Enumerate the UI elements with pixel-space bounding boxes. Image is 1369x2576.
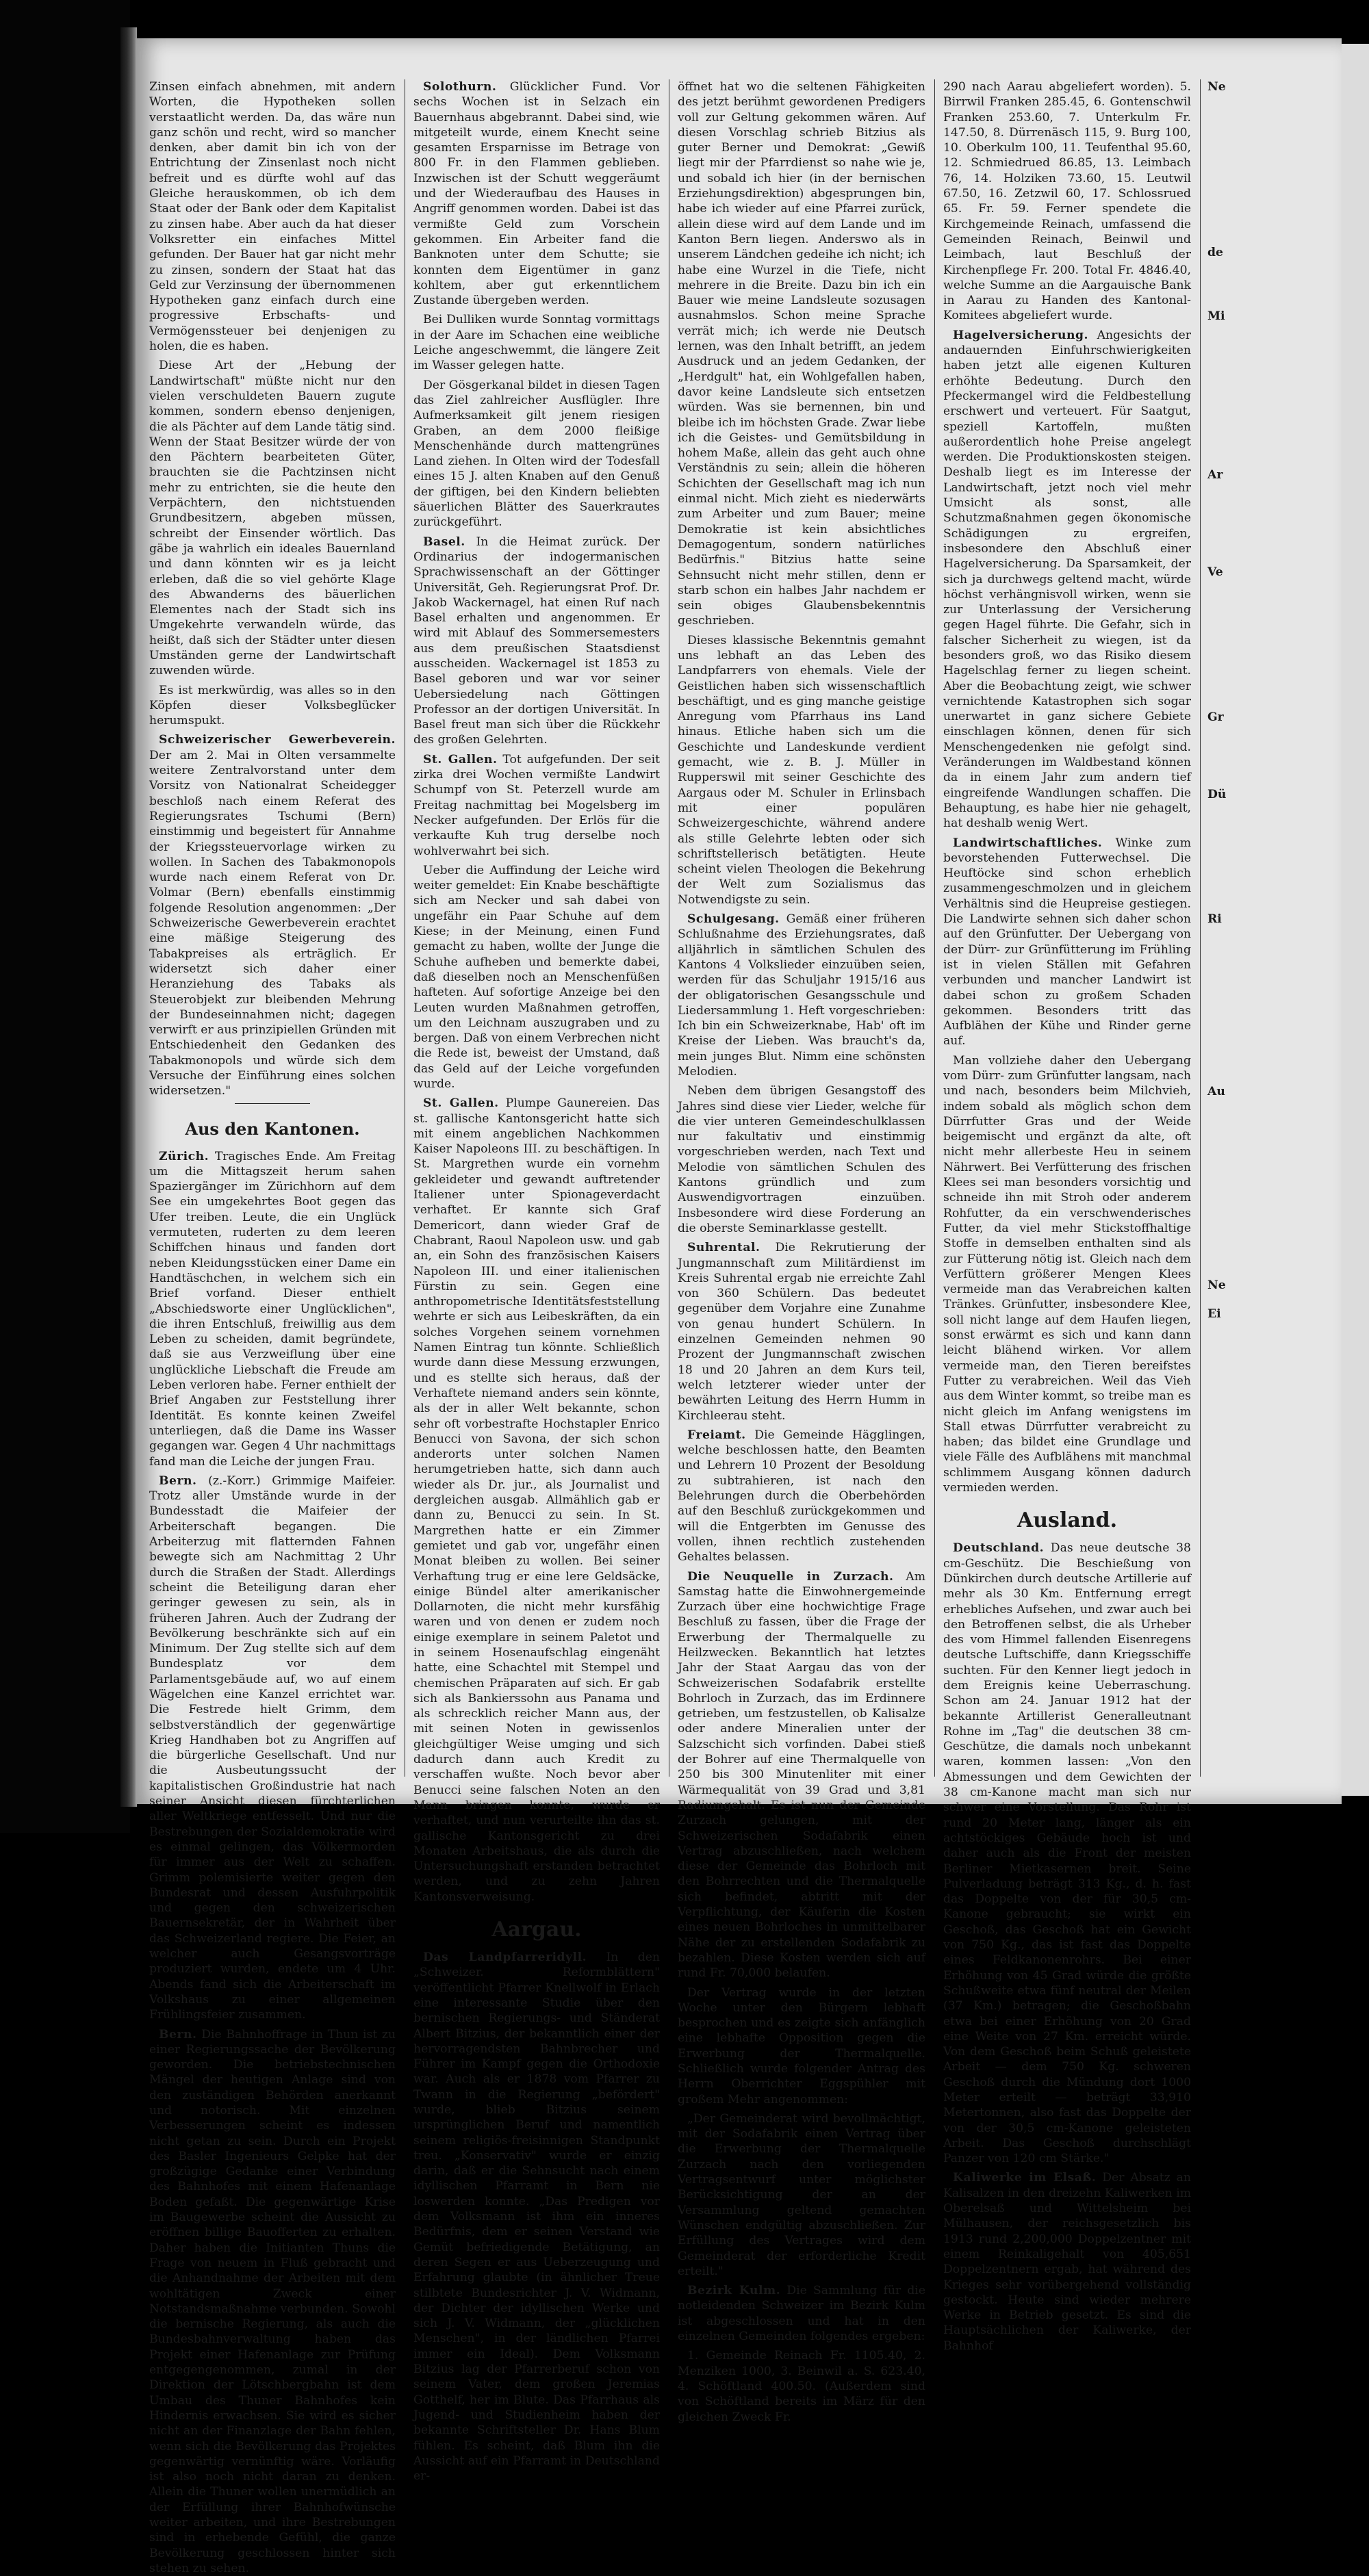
news-item	[149, 732, 396, 1098]
item-text: Die Bahnhoffrage in Thun ist zu einer Regierungssache der Bevölkerung geworden. Die betriebstechnischen Mängel der heutigen Anlage sind von den zuständigen Behörden anerkannt und notorisch. Mit einzelnen Verbesserungen scheint es indessen nicht getan zu sein. Durch ein Projekt des Basler Ingenieurs Gelpke hat der großzügige Gedanke einer Verbindung des Bahnhofes mit einem Hafenanlage Boden gefaßt. Die gegenwärtige Krise im Baugewerbe scheint die Aussicht zu eröffnen billige Bauofferten zu erhalten. Daher haben die Initianten Thuns die Frage von neuem in Fluß gebracht und die Anhandnahme der Arbeiten mit dem wohltätigen Zweck einer Notstandsmaßnahme verbunden. Sowohl die bernische Regierung, als auch die Bundesbahnverwaltung haben das Projekt einer Hafenanlage zur Prüfung entgegengenommen, zumal in der Direktion der Lötschbergbahn ist dem Umbau des Thuner Bahnhofes kein Hindernis erwachsen. Sie wird es sicher nicht an der Finanzlage der Bahn fehlen, wenn sich die Bevölkerung das Projektes gegenwärtig vernünftig wäre. Vorläufig ist also noch nicht daran zu denken. Allein die Thuner wollen unermüdlich an der Erfüllung ihrer Bahnhofwünsche weiter arbeiten, und ihre Bestrebungen sind in erhebende Gefühl, die ganze Bevölkerung geschlossen hinter sich stehen zu sehen.	[149, 2027, 396, 2575]
item-text: Die Rekrutierung der Jungmannschaft zum Militärdienst im Kreis Suhrental ergab nie erreichte Zahl von 360 Schülern. Das bedeutet gegenüber dem Vorjahre eine Zunahme von genau hundert Schülern. In einzelnen Gemeinden nehmen 90 Prozent der Jungmannschaft zwischen 18 und 20 Jahren an dem Kurs teil, welch letzterer wieder unter der bewährten Leitung des Herrn Humm in Kirchleerau steht.	[678, 1241, 926, 1423]
paragraph: Man vollziehe daher den Uebergang vom Dürr- zum Grünfutter langsam, nach und nach, besonders beim Milchvieh, indem sobald als möglich schon dem Dürrfutter Gras und der Weide beigemischt und ergänzt da alte, oft nicht mehr allerbeste Heu in seinem Nährwert. Bei Verfütterung des frischen Klees sei man besonders vorsichtig und schneide ihn mit Stroh oder anderem Rohfutter, da ein verschwenderisches Futter, da viel mehr Stickstoffhaltige Stoffe in demselben enthalten sind als zur Fütterung nötig ist. Gleich nach dem Verfüttern größerer Mengen Klees vermeide man das Verabreichen kalten Tränkes. Grünfutter, insbesondere Klee, soll nicht lange auf dem Haufen liegen, sonst erwärmt es sich und kann dann leicht blähend wirken. Vor allem vermeide man, den Tieren bereifstes Futter zu verabreichen. Weil das Vieh aus dem Winter kommt, so treibe man es nicht gleich im Anfang wenigstens im Stall etwas Dürrfutter verabreicht zu haben; das bildet eine Grundlage und viele Fälle des Aufblähens mit manchmal schlimmem Ausgang können dadurch vermieden werden.	[943, 1053, 1191, 1495]
item-heading: Suhrental.	[687, 1241, 760, 1255]
page-binding-edge	[120, 27, 137, 1807]
column-rule	[934, 79, 935, 1777]
item-text: In den „Schweizer. Reformblättern" veröffentlicht Pfarrer Knellwolf in Erlach eine interessante Studie über den bernischen Regierungs- und Ständerat Albert Bitzius, der bekanntlich einer der hervorragendsten Bahnbrecher und Führer im Kampf gegen die Orthodoxie war. Auch als er 1878 vom Pfarrer zu Twann in die Regierung „befördert" wurde, blieb Bitzius seinem ursprünglichen Beruf und namentlich seinem religiös-freisinnigen Standpunkt treu. „Konservativ" wurde er einzig darin, daß er die Sehnsucht nach einem idyllischen Pfarramt in Bern nie loswerden konnte. „Das Predigen vor dem Volksmann ist ihm ein inneres Bedürfnis, dem er seinen Verstand wie Gemüt befriedigende Betätigung, an deren Segen er aus Ueberzeugung und Erfahrung glaubte (in ähnlicher Treue stilbtete Bundesrichter J. V. Widmann, der Dichter der idyllischen Werke und sich J. V. Widmann, der „glücklichen Menschen", in der ländlichen Pfarrei immer ein Ideal). Dem Volksmann Bitzius lag der Pfarrerberuf schon von seinem Vater, dem großen Jeremias Gotthelf, her im Blute. Das Pfarrhaus als Jugend- und Studienheim haben der bekannte Schriftsteller Dr. Hans Blum fühlen. Es scheint, daß Blum ihn die Aussicht auf ein Pfarramt in Deutschland er-	[413, 1950, 660, 2484]
column-1	[149, 79, 396, 2575]
news-item	[149, 1149, 396, 1469]
fragment: Ve	[1207, 565, 1223, 580]
section-title-ausland: Ausland.	[1016, 1508, 1118, 1533]
news-item	[413, 79, 660, 308]
fragment: Ei	[1207, 1306, 1221, 1321]
film-margin-left	[0, 0, 130, 1833]
news-item	[943, 328, 1191, 832]
item-text: Gemäß einer früheren Schlußnahme des Erziehungsrates, daß alljährlich in sämtlichen Schulen des Kantons 4 Volkslieder einzuüben seien, werden für das Schuljahr 1915/16 aus der obligatorischen Gesangsschule und Liedersammlung 1. Heft vorgeschrieben: Ich bin ein Schweizerknabe, Hab' oft im Kreise der Lieben. Was braucht's da, mein junges Blut. Nimm eine schönsten Melodien.	[678, 912, 926, 1079]
item-heading: Das Landpfarreridyll.	[423, 1950, 587, 1965]
divider	[235, 1103, 310, 1104]
paragraph: „Der Gemeinderat wird bevollmächtigt, mit der Sodafabrik einen Vertrag über die Erwerbung der Thermalquelle Zurzach nach den vorliegenden Vertragsentwurf unter möglichster Berücksichtigung der an der Versammlung geltend gemachten Wünschen endgültig abzuschließen. Zur Erfüllung des Vertrages wird dem Gemeinderat der erforderliche Kredit erteilt."	[678, 2111, 925, 2278]
column-4	[943, 79, 1191, 2353]
news-item	[413, 534, 660, 748]
item-text: Angesichts der andauernden Einfuhrschwierigkeiten haben jetzt alle eigenen Kulturen erhöhte Bedeutung. Durch den Pfeckermangel wird die Feldbestellung erschwert und verteuert. Für Saatgut, speziell Kartoffeln, mußten außerordentlich hohe Preise angelegt werden. Die Produktionskosten steigen. Deshalb liegt es im Interesse der Landwirtschaft, jetzt noch viel mehr Umsicht als sonst, alle Schutzmaßnahmen gegen ökonomische Schädigungen zu ergreifen, insbesondere den Abschluß einer Hagelversicherung. Da Sparsamkeit, der sich ja durchwegs geltend macht, würde höchst verhängnisvoll wirken, wenn sie zur Unterlassung der Versicherung gegen Hagel führte. Die Gefahr, sich in falscher Sicherheit zu wiegen, ist da besonders groß, wo das Risiko diesem Hagelschlag ferner zu liegen scheint. Aber die Beobachtung zeigt, wie schwer vernichtende Katastrophen sich sogar unerwartet in ganz sichere Gebiete einschlagen können, denen für sich Menschengedenken nie gefolgt sind. Veränderungen im Waldbestand können da in einem Jahr zum andern tief eingreifende Wandlungen schaffen. Die Behauptung, es habe hier nie gehagelt, hat deshalb wenig Wert.	[943, 328, 1191, 831]
news-item	[149, 1473, 396, 2023]
item-text: Die Gemeinde Hägglingen, welche beschlossen hatte, den Beamten und Lehrern 10 Prozent der Besoldung zu subtrahieren, ist nach den Belehrungen durch die Oberbehörden auf den Beschluß zurückgekommen und will die Entgerbten im Genusse des vollen, ihnen rechtlich zustehenden Gehaltes belassen.	[678, 1428, 926, 1564]
item-heading: St. Gallen.	[423, 752, 498, 767]
paragraph: Neben dem übrigen Gesangstoff des Jahres sind diese vier Lieder, welche für die vier unteren Gemeindeschulklassen nur fakultativ und einstimmig vorgeschrieben werden, nach Text und Melodie von sämtlichen Schulen des Kantons gründlich und zum Auswendigvortragen einzuüben. Insbesondere wird diese Forderung an die oberste Seminarklasse gestellt.	[678, 1084, 925, 1235]
item-heading: Bern.	[159, 1473, 197, 1488]
news-item	[413, 1096, 660, 1905]
item-text: Winke zum bevorstehenden Futterwechsel. Die Heuftöcke sind schon erheblich zusammengeschmolzen und in gleichem Verhältnis sind die Heupreise gestiegen. Die Landwirte sehnen sich daher schon auf den Grünfutter. Der Uebergang von der Dürr- zur Grünfütterung im Frühling ist in vielen Ställen mit Gefahren verbunden und mancher Landwirt ist dabei schon zu großem Schaden gekommen. Besonders tritt das Aufblähen der Kühe und Rinder gerne auf.	[943, 836, 1191, 1048]
newspaper-page	[136, 38, 1342, 2575]
item-text: Der Absatz an Kalisalzen in den dreizehn Kaliwerken im Oberelsaß und Wittelsheim bei Mülhausen, der reichsgesetzlich bis 1913 rund 2,200,000 Doppelzentner mit einem Reinkaligehalt von 405,651 Doppelzentnern ergab, hat während des Krieges sehr vorübergehend vollständig gestockt. Heute sind wieder mehrere Werke in Betrieb gesetzt. Es sind die Hauptsächlichen der Kaliwerke, der Bahnhof	[943, 2171, 1191, 2353]
fragment: Au	[1207, 1085, 1225, 1099]
section-title-kantonen: Aus den Kantonen.	[185, 1118, 360, 1139]
column-rule	[1200, 79, 1201, 1777]
news-item	[149, 2027, 396, 2576]
section-title-aargau: Aargau.	[491, 1918, 582, 1942]
item-heading: Kaliwerke im Elsaß.	[953, 2171, 1097, 2185]
fragment: Gr	[1207, 710, 1224, 725]
item-heading: Schweizerischer Gewerbeverein.	[159, 733, 396, 747]
paragraph: Der Gösgerkanal bildet in diesen Tagen das Ziel zahlreicher Ausflügler. Ihre Aufmerksamkeit gilt jenem riesigen Graben, an dem 2000 fleißige Menschenhände durch mattengrünes Land ziehen. In Olten wird der Todesfall eines 15 J. alten Knaben auf den Genuß der giftigen, bei den Kindern beliebten säuerlichen Blätter des Sauerkrautes zurückgeführt.	[413, 378, 660, 530]
item-heading: Bezirk Kulm.	[687, 2284, 781, 2298]
column-3	[678, 79, 926, 2424]
paragraph: 1. Gemeinde Reinach Fr. 1105.40, 2. Menziken 1000, 3. Beinwil a. S. 623.40, 4. Schöftland 400.50. (Außerdem sind von Schöftland bereits im März für den gleichen Zweck Fr.	[678, 2349, 925, 2424]
item-heading: St. Gallen.	[423, 1096, 499, 1111]
paragraph: 290 nach Aarau abgeliefert worden). 5. Birrwil Franken 285.45, 6. Gontenschwil Franken 253.60, 7. Unterkulm Fr. 147.50, 8. Dürrenäsch 115, 9. Burg 100, 10. Oberkulm 100, 11. Teufenthal 95.60, 12. Schmiedrued 86.85, 13. Leimbach 76, 14. Holziken 73.60, 15. Leutwil 67.50, 16. Zetzwil 60, 17. Schlossrued 65. Fr. 59. Ferner spendete die Kirchgemeinde Reinach, umfassend die Gemeinden Reinach, Beinwil und Leimbach, laut Beschluß der Kirchenpflege Fr. 200. Total Fr. 4846.40, welche Summe an die Aargauische Bank in Aarau zu Handen des Kantonal-Komitees abgeliefert wurde.	[943, 80, 1191, 323]
fragment: Ne	[1207, 1278, 1226, 1292]
paragraph: Der Vertrag wurde in der letzten Woche unter den Bürgern lebhaft besprochen und es zeigte sich anfänglich eine lebhafte Opposition gegen die Erwerbung der Thermalquelle. Schließlich wurde folgender Antrag des Herrn Oberrichter Eggspühler mit großem Mehr angenommen:	[678, 1985, 925, 2107]
item-text: Am Samstag hatte die Einwohnergemeinde Zurzach über eine hochwichtige Frage Beschluß zu fassen, über die Frage der Erwerbung der Thermalquelle zu Heilzwecken. Bekanntlich hat letztes Jahr der Staat Aargau das von der Schweizerischen Sodafabrik erstellte Bohrloch in Zurzach, das im Erdinnere getrieben, um festzustellen, ob Kalisalze oder andere Mineralien unter der Salzschicht sich vorfinden. Dabei stieß der Bohrer auf eine Thermalquelle von 250 bis 300 Minutenliter mit einer Wärmequalität von 39 Grad und 3,81 Radiumgehalt. Es ist nun der Gemeinde Zurzach gelungen, mit der Schweizerischen Sodafabrik einen Vertrag abzuschließen, nach welchem diese der Gemeinde das Bohrloch mit den Bohrrechten und die Thermalquelle sich befindet, abtritt mit der Verpflichtung, der Käuferin die Kosten eines neuen Bohrloches in unmittelbarer Nähe der zu erstellenden Sodafabrik zu bezahlen. Diese Kosten werden sich auf rund Fr. 70,000 belaufen.	[678, 1569, 925, 1981]
paragraph: Diese Art der „Hebung der Landwirtschaft" müßte nicht nur den vielen verschuldeten Bauern zugute kommen, sondern ebenso denjenigen, die als Pächter auf dem Lande tätig sind. Wenn der Staat Besitzer würde der von den Pächtern bearbeiteten Güter, brauchten sie die Pachtzinsen nicht mehr zu entrichten, sie die heute den Verpächtern, den nichtstuenden Grundbesitzern, abgeben müssen, schreibt der Einsender wörtlich. Das gäbe ja wahrlich ein ideales Bauernland und dann könnten wir es ja leicht erleben, daß die so viel gehörte Klage des Abwanderns des bäuerlichen Elementes nach der Stadt sich ins Umgekehrte verwandeln würde, das heißt, daß sich der Städter unter diesen Umständen gerne der Landwirtschaft zuwenden würde.	[149, 359, 396, 678]
news-item	[413, 752, 660, 859]
paragraph: öffnet hat wo die seltenen Fähigkeiten des jetzt berühmt gewordenen Predigers voll zur Geltung gekommen wären. Auf diesen Vorschlag schrieb Bitzius als guter Berner und Demokrat: „Gewiß liegt mir der Pfarrdienst so nahe wie je, und sobald ich hier (in der bernischen Erziehungsdirektion) abgesprungen bin, habe ich wieder auf eine Pfarrei zurück, allein diese wird auf dem Lande und im Kanton Bern liegen. Anderswo als in unserem Ländchen gedeihe ich nicht; ich habe eine Wurzel in die Tiefe, nicht mehrere in die Breite. Dazu bin ich ein Bauer wie meine Landsleute sozusagen ausnahmslos. Schon meine Sprache verrät mich; ich werde nie Deutsch lernen, was den Inhalt betrifft, an jedem Ausdruck und an jedem Gedanken, der „Herdgult" hat, ein Wohlgefallen haben, davor keine Landsleute sich entsetzen würden. Was sie bernennen, bin und bleibe ich im höchsten Grade. Zwar liebe ich die Geistes- und Gemütsbildung in hohem Maße, allein das geht auch ohne Verständnis zu sein; allein die höheren Schichten der Gesellschaft mag ich nun einmal nicht. Mich zieht es niederwärts zum Arbeiter und zum Bauer; meine Demokratie ist kein absichtliches Demagogentum, sondern natürliches Bedürfnis." Bitzius hatte seine Sehnsucht nicht mehr stillen, denn er starb schon ein halbes Jahr nachdem er sein obiges Glaubensbekenntnis geschrieben.	[678, 80, 925, 628]
item-text: Der am 2. Mai in Olten versammelte weitere Zentralvorstand unter dem Vorsitz von Nationalrat Scheidegger beschloß nach einem Referat des Regierungsrates Tschumi (Bern) einstimmig und begeistert für Annahme der Kriegssteuervorlage wirken zu wollen. In Sachen des Tabakmonopols wurde nach einem Referat von Dr. Volmar (Bern) ebenfalls einstimmig folgende Resolution angenommen: „Der Schweizerische Gewerbeverein erachtet eine mäßige Steigerung des Tabakpreises als erträglich. Er widersetzt sich daher einer Heranziehung des Tabaks als Steuerobjekt zur bleibenden Mehrung der Bundeseinnahmen nicht; dagegen verwirft er aus prinzipiellen Gründen mit Entschiedenheit den Gedanken des Tabakmonopols und würde sich dem Versuche der Einführung eines solchen widersetzen."	[149, 748, 396, 1098]
item-heading: Basel.	[423, 534, 465, 549]
paragraph: Ueber die Auffindung der Leiche wird weiter gemeldet: Ein Knabe beschäftigte sich am Necker und sah dabei von ungefähr ein Paar Schuhe auf dem Kiese; in der Meinung, einen Fund gemacht zu haben, wollte der Junge die Schuhe aufheben und bemerkte dabei, daß dieselben noch an Menschenfüßen hafteten. Auf sofortige Anzeige bei den Leuten wurden Maßnahmen getroffen, um den Leichnam auszugraben und zu bergen. Daß von einem Verbrechen nicht die Rede ist, beweist der Umstand, daß das Geld auf der Leiche vorgefunden wurde.	[413, 863, 660, 1091]
paragraph: Es ist merkwürdig, was alles so in den Köpfen dieser Volksbeglücker herumspukt.	[149, 683, 396, 728]
news-item	[678, 1428, 925, 1565]
item-text: Glücklicher Fund. Vor sechs Wochen ist in Selzach ein Bauernhaus abgebrannt. Dabei sind, wie mitgeteilt wurde, einem Knecht seine gesamten Ersparnisse im Betrage von 800 Fr. in den Flammen geblieben. Inzwischen ist der Schutt weggeräumt und der Wiederaufbau des Hauses in Angriff genommen worden. Dabei ist das vermißte Geld zum Vorschein gekommen. Ein Arbeiter fand die Banknoten unter dem Schutte; sie konnten dem Eigentümer in ganz kohltem, aber gut erkenntlichem Zustande übergeben werden.	[413, 80, 660, 308]
item-heading: Freiamt.	[687, 1428, 746, 1442]
item-text: Das neue deutsche 38 cm-Geschütz. Die Beschießung von Dünkirchen durch deutsche Artillerie auf mehr als 30 Km. Entfernung erregt erhebliches Aufsehen, und zwar auch bei den Betroffenen selbst, die als Urheber des vom Himmel fallenden Eisenregens deutsche Luftschiffe, dann Kriegsschiffe suchten. Für den Kenner liegt jedoch in dem Ereignis keine Ueberraschung. Schon am 24. Januar 1912 hat der bekannte Artillerist Generalleutnant Rohne im „Tag" die deutschen 38 cm-Geschütze, die damals noch unbekannt waren, kommen lassen: „Von den Abmessungen und dem Gewichten der 38 cm-Kanone macht man sich nur schwer eine Vorstellung. Das Rohr ist rund 20 Meter lang, länger als ein achtstöckiges Gebäude hoch ist und daher auch als die Front der meisten Berliner Mietkasernen breit. Seine Pulverladung beträgt 313 Kg., d. h. fast das Doppelte von der für 30,5 cm-Kanone gebraucht; sie wirkt ein Geschoß, das Geschoß hat ein Gewicht von 750 Kg., das ist fast das Doppelte eines Feldkanonenrohrs. Bei einer Erhöhung von 45 Grad würde die größte Schußweite etwa fünf neutral der Meilen (37 Km.) betragen; die Geschoßbahn etwa bei einer Erhöhung von 20 Grad eine Weite von 27 Km. erreicht würde. Von dem Geschoß beim Schuß geleistete Arbeit — dem 750 Kg. schweren Geschoß durch die Mündung dort 1000 Meter erteilt — beträgt 33,910 Metertonnen, also fast das Doppelte der von der 30,5 cm-Kanone geleisteten Arbeit. Das Geschoß durchschlägt Panzer von 120 cm Stärke."	[943, 1541, 1191, 2166]
news-item	[678, 912, 925, 1079]
item-heading: Deutschland.	[953, 1541, 1045, 1556]
fragment: Ar	[1207, 467, 1223, 482]
item-heading: Solothurn.	[423, 80, 497, 94]
next-page-edge	[1342, 44, 1369, 1796]
news-item	[943, 836, 1191, 1049]
item-heading: Schulgesang.	[687, 912, 780, 927]
column-5-fragments	[1207, 79, 1338, 1777]
news-item	[943, 2170, 1191, 2354]
fragment: Mi	[1207, 309, 1225, 323]
fragment: Ne	[1207, 80, 1226, 94]
paragraph: Zinsen einfach abnehmen, mit andern Worten, die Hypotheken sollen verstaatlicht werden. Da, das wäre nun ganz schön und recht, wird so mancher denken, aber damit bin ich von der Entrichtung der Zinsenlast noch nicht befreit und es dürfte wohl auf das Gleiche herauskommen, ob ich dem Staat oder der Bank oder dem Kapitalist zu zinsen habe. Aber auch da hat dieser Volksretter ein einfaches Mittel gefunden. Der Bauer hat gar nicht mehr zu zinsen, sondern der Staat hat das Geld zur Verzinsung der übernommenen Hypotheken ganz einfach durch eine progressive Erbschafts- und Vermögenssteuer bei denjenigen zu holen, die es haben.	[149, 80, 396, 354]
item-text: (z.-Korr.) Grimmige Maifeier. Trotz aller Umstände wurde in der Bundesstadt die Maifeier der Arbeiterschaft begangen. Die Arbeiterzug mit flatternden Fahnen bewegte sich am Nachmittag 2 Uhr durch die Straßen der Stadt. Allerdings scheint die Beteiligung daran eher geringer gewesen zu sein, als in früheren Jahren. Auch der Zudrang der Bevölkerung beschränkte sich auf ein Minimum. Der Zug stellte sich auf dem Bundesplatz vor dem Parlamentsgebäude auf, wo auf einem Wägelchen eine Kanzel errichtet war. Die Festrede hielt Grimm, dem selbstverständlich der gegenwärtige Krieg Handhaben bot zu Angriffen auf die bürgerliche Gesellschaft. Und nur die Ausbeutungssucht der kapitalistischen Großindustrie hat nach seiner Ansicht diesen fürchterlichen aller Weltkriege entfesselt. Und nur die Bestrebungen der Sozialdemokratie wird es einmal gelingen, das Völkermorden für immer aus der Welt zu schaffen. Grimm polemisierte weiter gegen den Bundesrat und dessen Ausfuhrpolitik und gegen den schweizerischen Bauernsekretär, der in Wahrheit über das Schweizerland regiere. Die Feier, an welcher auch Gesangsvorträge produziert wurden, endete um 4 Uhr. Abends fand sich die Arbeiterschaft im Volkshaus zu einer allgemeinen Frühlingsfeier zusammen.	[149, 1473, 396, 2022]
paragraph: Bei Dulliken wurde Sonntag vormittags in der Aare im Schachen eine weibliche Leiche angeschwemmt, die längere Zeit im Wasser gelegen hatte.	[413, 313, 660, 373]
item-heading: Bern.	[159, 2027, 197, 2042]
news-item	[943, 1541, 1191, 2166]
item-heading: Hagelversicherung.	[953, 328, 1088, 342]
item-heading: Landwirtschaftliches.	[953, 836, 1103, 850]
item-text: Die Sammlung für die notleidenden Schweizer im Bezirk Kulm ist abgeschlossen und hat in den einzelnen Gemeinden folgendes ergeben:	[678, 2284, 925, 2344]
fragment: Ri	[1207, 912, 1222, 927]
fragment: Dü	[1207, 787, 1227, 801]
fragment: de	[1207, 246, 1223, 260]
item-heading: Die Neuquelle in Zurzach.	[687, 1569, 894, 1584]
item-text: Tragisches Ende. Am Freitag um die Mittagszeit herum sahen Spaziergänger im Zürichhorn auf dem See ein umgekehrtes Boot gegen das Ufer treiben. Leute, die ein Unglück vermuteten, ruderten zu dem leeren Schiffchen hinaus und fanden dort neben Kleidungsstücken einer Dame ein Handtäschchen, in welchem sich ein Brief vorfand. Dieser enthielt „Abschiedsworte einer Unglücklichen", die ihren Entschluß, freiwillig aus dem Leben zu scheiden, damit begründete, daß sie aus Verzweiflung über eine unglückliche Liebschaft die Freude am Leben verloren habe. Ferner enthielt der Brief Angaben zur Feststellung ihrer Identität. Es konnte keinen Zweifel unterliegen, daß die Dame ins Wasser gegangen war. Gegen 4 Uhr nachmittags fand man die Leiche der jungen Frau.	[149, 1149, 396, 1469]
item-text: Plumpe Gaunereien. Das st. gallische Kantonsgericht hatte sich mit einem angeblichen Nachkommen Kaiser Napoleons III. zu beschäftigen. In St. Margrethen wurde ein vornehm gekleideter und gewandt auftretender Italiener unter Spionageverdacht verhaftet. Er kannte sich Graf Demericort, dann wieder Graf de Chabrant, Raoul Napoleon usw. und gab an, ein Sohn des französischen Kaisers Napoleon III. und einer italienischen Fürstin zu sein. Gegen eine anthropometrische Identitätsfeststellung wehrte er sich aus Leibeskräften, da ein solches Vorgehen seinem vornehmen Namen Eintrag tun könnte. Schließlich wurde dann diese Messung erzwungen, und es stellte sich heraus, daß der Verhaftete niemand anders sein könnte, als der in aller Welt bekannte, schon sehr oft vorbestrafte Hochstapler Enrico Benucci von Savona, der sich schon anderorts unter solchen Namen herumgetrieben hatte, sich dann auch wieder als Dr. jur., als Journalist und dergleichen ausgab. Allmählich gab er dann zu, Benucci zu sein. In St. Margrethen hatte er ein Zimmer gemietet und gab vor, ungefähr einen Monat bleiben zu wollen. Bei seiner Verhaftung trug er eine lere Geldsäcke, einige Bündel alter amerikanischer Dollarnoten, die nicht mehr kursfähig waren und von denen er zudem noch einige exemplare in seinem Paletot und in seinem Hosenaufschlag eingenäht hatte, eine Schachtel mit Stempel und chemischen Präparaten auf sich. Er gab sich als Bankierssohn aus Panama und als schrecklich reicher Mann aus, der mit seinen Noten in gewissenlos gleichgültiger Weise umging und sich dadurch dann auch Kredit zu verschaffen wußte. Noch bevor aber Benucci seine falschen Noten an den Mann bringen konnte, wurde er verhaftet, und nun verurteilte ihn das st. gallische Kantonsgericht zu drei Monaten Arbeitshaus, die als durch die Untersuchungshaft erstanden betrachtet werden, und zu zehn Jahren Kantonsverweisung.	[413, 1096, 661, 1904]
news-item	[413, 1950, 660, 2484]
news-item	[678, 1569, 925, 1981]
paragraph: Dieses klassische Bekenntnis gemahnt uns lebhaft an das Leben des Landpfarrers von ehemals. Viele der Geistlichen haben sich wissenschaftlich beschäftigt, und es ging manche geistige Anregung vom Pfarrhaus ins Land hinaus. Etliche haben sich um die Geschichte und Landeskunde verdient gemacht, wie z. B. J. Müller in Rupperswil mit seiner Geschichte des Aargaus oder M. Schuler in Erlinsbach mit einer populären Schweizergeschichte, während andere als stille Gelehrte lebten oder sich schriftstellerisch betätigten. Heute scheint vielen Theologen die Bekehrung der Welt zum Sozialismus das Notwendigste zu sein.	[678, 633, 925, 907]
column-2	[413, 79, 661, 2484]
item-text: In die Heimat zurück. Der Ordinarius der indogermanischen Sprachwissenschaft an der Göttinger Universität, Geh. Regierungsrat Prof. Dr. Jakob Wackernagel, hat einen Ruf nach Basel erhalten und angenommen. Er wird mit Ablauf des Sommersemesters aus dem preußischen Staatsdienst ausscheiden. Wackernagel ist 1853 zu Basel geboren und war vor seiner Uebersiedelung nach Göttingen Professor an der dortigen Universität. In Basel freut man sich über die Rückkehr des großen Gelehrten.	[413, 534, 660, 747]
item-heading: Zürich.	[159, 1149, 209, 1163]
news-item	[678, 2283, 925, 2344]
item-text: Tot aufgefunden. Der seit zirka drei Wochen vermißte Landwirt Schumpf von St. Peterzell wurde am Freitag nachmittag bei Mogelsberg im Necker aufgefunden. Der Erlös für die verkaufte Kuh trug derselbe noch wohlverwahrt bei sich.	[413, 752, 660, 858]
news-item	[678, 1240, 925, 1424]
